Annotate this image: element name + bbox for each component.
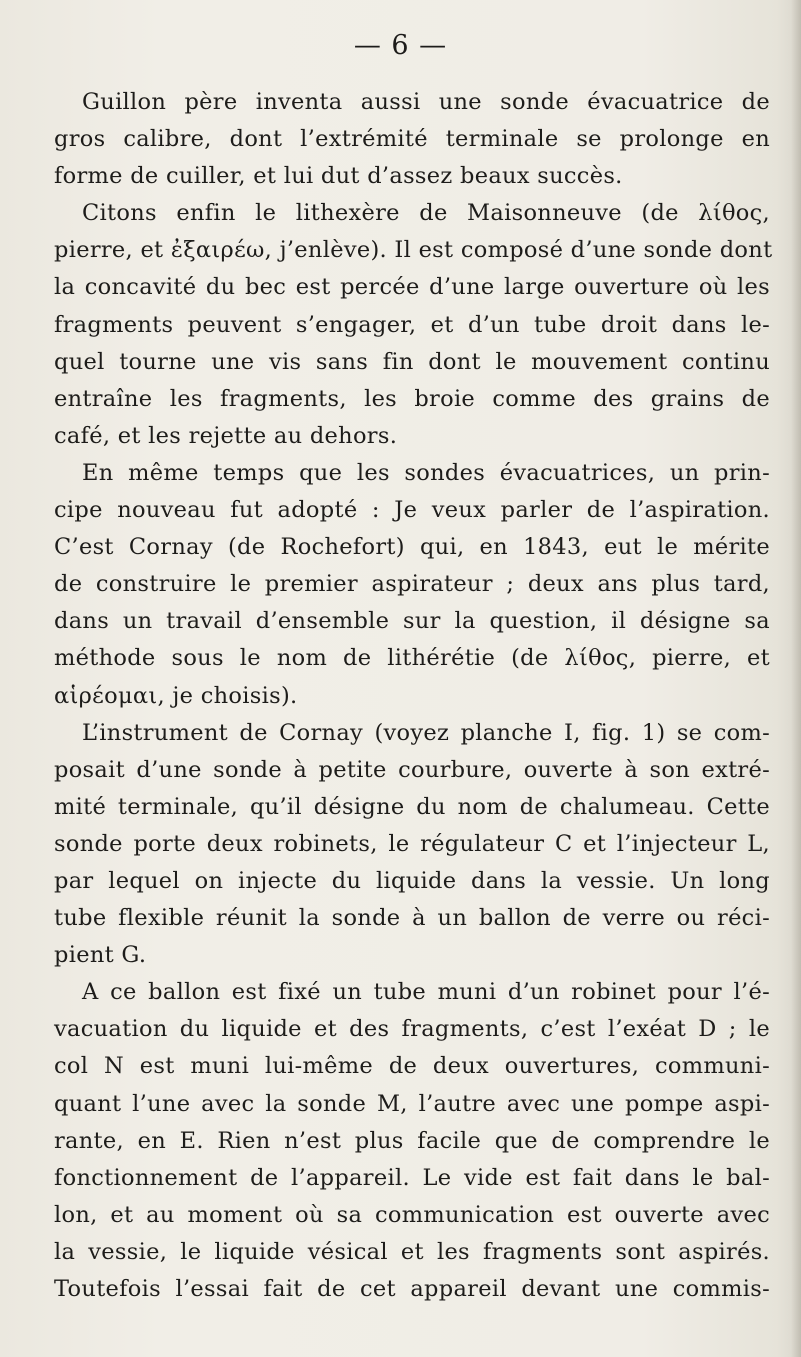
text-line: αἱρέομαι, je choisis).: [54, 682, 298, 709]
text-line: mité terminale, qu’il désigne du nom de chalumeau. Cette: [54, 793, 770, 820]
text-line: méthode sous le nom de lithérétie (de λίθος, pierre, et: [54, 645, 770, 672]
text-line: quel tourne une vis sans fin dont le mouvement continu: [54, 348, 770, 375]
text-line: café, et les rejette au dehors.: [54, 422, 398, 449]
page-edge-shadow: [791, 0, 801, 1357]
text-line: Toutefois l’essai fait de cet appareil devant une commis-: [54, 1276, 770, 1302]
body-text: [54, 84, 773, 1308]
text-line: A ce ballon est fixé un tube muni d’un robinet pour l’é-: [82, 979, 770, 1006]
text-line: vacuation du liquide et des fragments, c’est l’exéat D ; le: [54, 1016, 770, 1043]
text-line: la vessie, le liquide vésical et les fragments sont aspirés.: [54, 1238, 770, 1265]
text-line: dans un travail d’ensemble sur la question, il désigne sa: [54, 608, 770, 635]
text-line: L’instrument de Cornay (voyez planche I, fig. 1) se com-: [82, 719, 770, 746]
text-line: cipe nouveau fut adopté : Je veux parler de l’aspiration.: [54, 497, 770, 524]
text-line: Citons enfin le lithexère de Maisonneuve (de λίθος,: [82, 200, 770, 227]
text-line: rante, en E. Rien n’est plus facile que de comprendre le: [54, 1127, 770, 1154]
text-line: gros calibre, dont l’extrémité terminale se prolonge en: [54, 126, 770, 153]
text-line: posait d’une sonde à petite courbure, ouverte à son extré-: [54, 756, 770, 783]
text-line: Guillon père inventa aussi une sonde évacuatrice de: [82, 89, 770, 115]
text-line: col N est muni lui-même de deux ouvertures, communi-: [54, 1053, 770, 1080]
text-line: En même temps que les sondes évacuatrices, un prin-: [82, 459, 770, 486]
text-line: fonctionnement de l’appareil. Le vide est fait dans le bal-: [54, 1164, 770, 1191]
text-line: pient G.: [54, 942, 147, 969]
text-line: pierre, et ἐξαιρέω, j’enlève). Il est composé d’une sonde dont: [54, 237, 773, 264]
text-line: de construire le premier aspirateur ; deux ans plus tard,: [54, 571, 770, 598]
text-line: lon, et au moment où sa communication est ouverte avec: [54, 1201, 770, 1228]
text-line: fragments peuvent s’engager, et d’un tube droit dans le-: [54, 311, 770, 338]
text-line: quant l’une avec la sonde M, l’autre avec une pompe aspi-: [54, 1090, 770, 1117]
text-line: la concavité du bec est percée d’une large ouverture où les: [54, 274, 770, 301]
text-line: par lequel on injecte du liquide dans la vessie. Un long: [54, 867, 770, 894]
page-number: — 6 —: [353, 30, 448, 61]
text-line: sonde porte deux robinets, le régulateur C et l’injecteur L,: [54, 830, 770, 857]
text-line: tube flexible réunit la sonde à un ballon de verre ou réci-: [54, 905, 770, 932]
text-line: C’est Cornay (de Rochefort) qui, en 1843, eut le mérite: [54, 534, 770, 561]
text-line: entraîne les fragments, les broie comme des grains de: [54, 385, 770, 412]
text-line: forme de cuiller, et lui dut d’assez beaux succès.: [54, 163, 623, 190]
